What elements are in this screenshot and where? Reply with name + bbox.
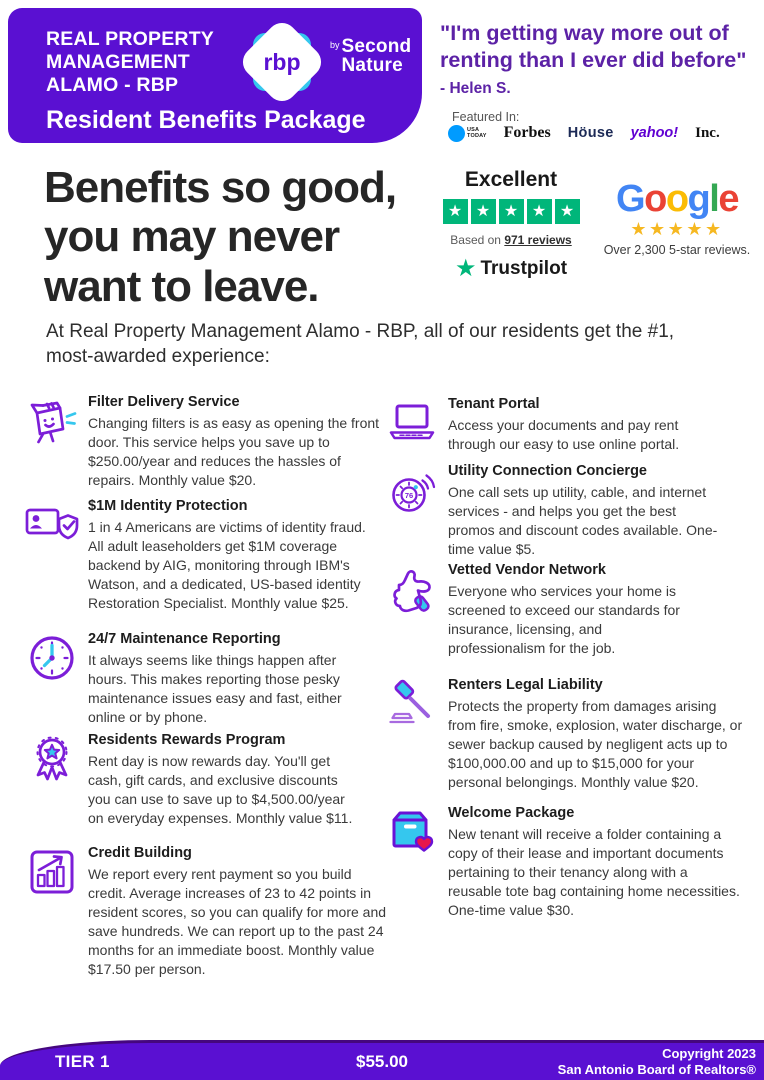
benefit-title: Welcome Package [448, 805, 575, 821]
benefit-title: Tenant Portal [448, 396, 540, 412]
benefit-body: Protects the property from damages arising from fire, smoke, explosion, water discharge, or sewer backup caused by negligent acts up to $100,000.00 and up to $15,000 for your personal belongings. Monthly value $20. [448, 697, 743, 790]
benefit-title: Filter Delivery Service [88, 394, 240, 410]
google-stars-icon [594, 220, 760, 238]
testimonial-attribution: - Helen S. [440, 80, 511, 97]
benefit-renters-legal-liability [384, 676, 743, 792]
benefit-vendor-network [384, 561, 726, 658]
second-nature-by: by [330, 40, 340, 50]
copyright-text: Copyright 2023 San Antonio Board of Realtors® [557, 1046, 756, 1077]
footer-bar [0, 1040, 764, 1080]
second-nature-brand: Second Nature [341, 36, 412, 76]
benefit-filter-delivery [24, 393, 380, 490]
google-rating-block [594, 180, 760, 257]
price-label: $55.00 [356, 1051, 408, 1071]
benefit-title: Renters Legal Liability [448, 677, 603, 693]
second-nature-logo [330, 38, 411, 75]
company-name-line: REAL PROPERTY [46, 28, 215, 50]
tier-label: TIER 1 [55, 1051, 110, 1071]
gavel-icon [384, 676, 440, 732]
svg-text:76: 76 [404, 490, 414, 500]
trustpilot-heading: Excellent [464, 168, 558, 191]
testimonial-quote: "I'm getting way more out of renting than I ever did before" [440, 21, 747, 73]
bar-chart-growth-icon [24, 844, 80, 900]
benefit-body: 1 in 4 Americans are victims of identity fraud. All adult leaseholders get $1M coverage backend by AIG, monitoring through IBM's Watson, and a dedicated, US-based identity Restoration Specialist. Monthly value $25. [88, 518, 366, 611]
usa-today-circle-icon [448, 125, 465, 142]
google-logo: Google [616, 178, 738, 220]
inc-logo: Inc. [695, 124, 720, 141]
yahoo-logo: yahoo! [630, 125, 679, 141]
benefit-maintenance-reporting [24, 630, 376, 727]
trustpilot-star-icon [499, 199, 524, 224]
benefit-tenant-portal [384, 395, 726, 454]
trustpilot-rating-block [434, 168, 588, 281]
thermostat-dial-icon [384, 462, 440, 518]
benefit-title: Utility Connection Concierge [448, 463, 647, 479]
id-card-shield-icon [24, 497, 80, 553]
trustpilot-star-icon [443, 199, 468, 224]
benefit-body: It always seems like things happen after hours. This makes reporting those pesky maintenance issues easy and fast, either online or by phone. [88, 651, 342, 725]
benefit-body: Rent day is now rewards day. You'll get cash, gift cards, and exclusive discounts you can use to save up to $4,500.00/year on everyday expenses. Monthly value $11. [88, 752, 353, 826]
benefit-body: Access your documents and pay rent through our easy to use online portal. [448, 416, 680, 452]
benefit-title: $1M Identity Protection [88, 498, 248, 514]
benefit-body: Changing filters is as easy as opening the front door. This service helps you save up to $250.00/year and reduces the hassles of repairs. Monthly value $20. [88, 414, 380, 488]
featured-logos-row [448, 124, 758, 142]
header-banner [8, 8, 422, 143]
benefit-body: One call sets up utility, cable, and internet services - and helps you get the best promos and discount codes available. One-time value $5. [448, 483, 718, 557]
benefit-title: Credit Building [88, 845, 192, 861]
trustpilot-star-icon [527, 199, 552, 224]
benefit-welcome-package [384, 804, 740, 920]
benefit-title: Vetted Vendor Network [448, 562, 606, 578]
benefit-body: We report every rent payment so you build credit. Average increases of 23 to 42 points in resident scores, so you can qualify for more and save hundreds. We can report up to the past 24 months for an immediate boost. Monthly value $17.50 per person. [88, 865, 387, 977]
trustpilot-star-icon [555, 199, 580, 224]
benefit-rewards-program [24, 731, 376, 828]
main-headline: Benefits so good, you may never want to leave. [44, 163, 397, 311]
house-logo: Höuse [567, 125, 614, 141]
laptop-icon [384, 395, 440, 451]
trustpilot-review-count: 971 reviews [504, 233, 572, 247]
benefit-body: Everyone who services your home is screened to exceed our standards for insurance, licensing, and professionalism for the job. [448, 582, 680, 656]
rbp-logo-icon [244, 24, 320, 100]
usa-today-logo: USA TODAY [448, 125, 487, 142]
google-review-caption: Over 2,300 5-star reviews. [603, 243, 751, 257]
trustpilot-logo: ★ Trustpilot [434, 257, 588, 281]
filter-delivery-box-icon [24, 393, 80, 449]
package-title: Resident Benefits Package [46, 106, 366, 134]
trustpilot-logo-star-icon [455, 257, 477, 281]
company-name [46, 28, 214, 96]
benefit-identity-protection [24, 497, 376, 613]
forbes-logo: Forbes [503, 124, 551, 141]
featured-in-label: Featured In: [452, 110, 520, 124]
gift-box-heart-icon [384, 804, 440, 860]
company-name-line: MANAGEMENT [46, 50, 190, 73]
clock-icon [24, 630, 80, 686]
intro-text: At Real Property Management Alamo - RBP, all of our residents get the #1, most-awarded experience: [46, 321, 675, 368]
benefit-title: 24/7 Maintenance Reporting [88, 631, 281, 647]
benefit-credit-building [24, 844, 387, 979]
rbp-logo-text: rbp [263, 48, 301, 75]
thumbs-up-icon [384, 561, 440, 617]
trustpilot-star-icon [471, 199, 496, 224]
benefit-title: Residents Rewards Program [88, 732, 286, 748]
trustpilot-stars [434, 199, 588, 224]
award-medal-icon [24, 731, 80, 787]
trustpilot-based-on: Based on 971 reviews [450, 233, 572, 247]
company-name-line: ALAMO - RBP [46, 73, 179, 96]
benefit-utility-concierge [384, 462, 726, 559]
benefit-body: New tenant will receive a folder containing a copy of their lease and important documents pertaining to their tenancy along with a reusable tote bag containing home necessities. One-time value $30. [448, 825, 740, 918]
